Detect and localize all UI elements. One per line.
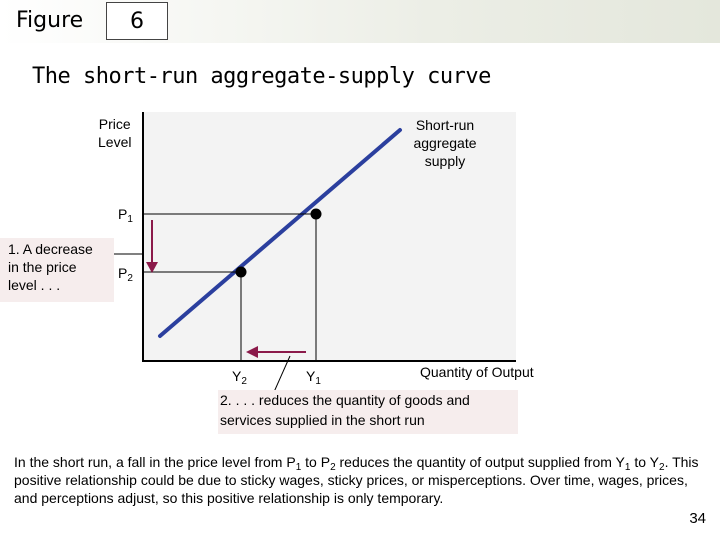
tick-p2: $P_2$ [118, 265, 133, 284]
y-axis-label-line2: Level [98, 134, 132, 151]
note1-line2: in the price [8, 259, 77, 275]
srAS-curve [160, 130, 400, 336]
tick-y2: $Y_2$ [232, 368, 247, 387]
price-arrow-head [146, 262, 158, 273]
curve-label-line2: aggregate [413, 135, 477, 152]
output-arrow-head [246, 346, 258, 358]
note2-line1: 2. . . . reduces the quantity of goods and [220, 392, 470, 408]
explanation-paragraph: In the short run, a fall in the price level from $P_1$ to $P_2$ reduces the quantity of output supplied from $Y_1$ to $Y_2$. This positive relationship could be due to sticky wages, sticky prices, or misperceptions. Over time, wages, prices, and perceptions adjust, so this positive relationship is only temporary. [14, 454, 699, 506]
y-axis-label [98, 115, 131, 151]
note2-line2: services supplied in the short run [220, 412, 425, 428]
slide-title: The short-run aggregate-supply curve [32, 64, 491, 89]
curve-label-line3: supply [424, 153, 466, 170]
tick-p1: $P_1$ [118, 206, 133, 225]
figure-label: Figure [16, 8, 84, 33]
note-price-decrease [0, 238, 114, 302]
curve-label-line1: Short-run [415, 117, 475, 133]
note1-line1: 1. A decrease [8, 241, 93, 257]
page-number: 34 [689, 510, 706, 527]
note-output-reduction [218, 390, 518, 434]
tick-y1: $Y_1$ [306, 368, 321, 387]
point-p2-y2 [236, 267, 247, 278]
point-p1-y1 [311, 209, 322, 220]
curve-label [400, 116, 490, 171]
y-axis-label-line1: Price [98, 116, 131, 132]
note1-line3: level . . . [8, 277, 61, 293]
x-axis-label: Quantity of Output [420, 364, 534, 380]
figure-number: 6 [106, 2, 168, 40]
